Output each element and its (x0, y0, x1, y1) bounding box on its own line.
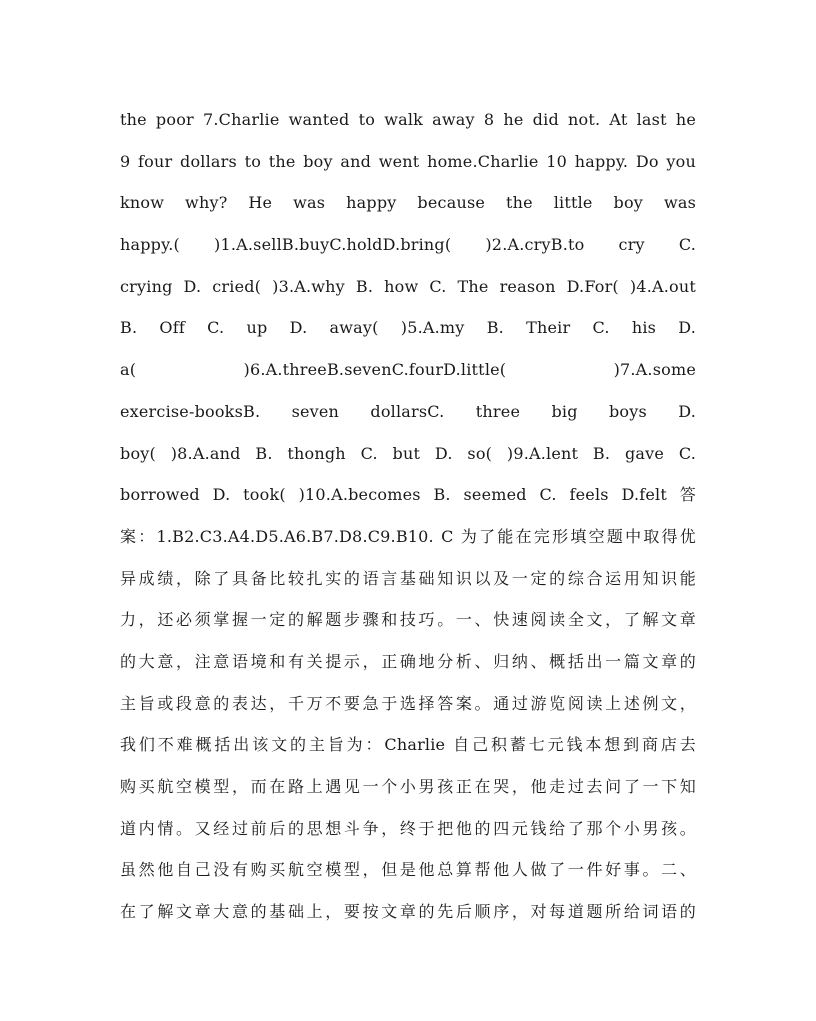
text-line: the poor 7.Charlie wanted to walk away 8 he did not. At last he (120, 110, 696, 129)
document-body (120, 99, 696, 933)
text-line: B. Off C. up D. away( )5.A.my B. Their C. his D. (120, 318, 696, 338)
text-line: 虽然他自己没有购买航空模型，但是他总算帮他人做了一件好事。二、 (120, 860, 696, 880)
text-line: 购买航空模型，而在路上遇见一个小男孩正在哭，他走过去问了一下知 (120, 777, 696, 796)
text-line: 异成绩，除了具备比较扎实的语言基础知识以及一定的综合运用知识能 (120, 568, 696, 588)
text-line: 在了解文章大意的基础上，要按文章的先后顺序，对每道题所给词语的 (120, 902, 696, 922)
text-line: happy.( )1.A.sellB.buyC.holdD.bring( )2.A.cryB.to cry C. (120, 235, 696, 255)
text-line: know why? He was happy because the little boy was (120, 193, 696, 213)
text-line: borrowed D. took( )10.A.becomes B. seemed C. feels D.felt 答 (120, 485, 696, 505)
text-line: boy( )8.A.and B. thongh C. but D. so( )9.A.lent B. gave C. (120, 443, 696, 463)
text-line: a( )6.A.threeB.sevenC.fourD.little( )7.A.some (120, 360, 696, 380)
text-line: 的大意，注意语境和有关提示，正确地分析、归纳、概括出一篇文章的 (120, 651, 696, 671)
text-line: exercise-booksB. seven dollarsC. three big boys D. (120, 401, 696, 421)
text-line: 我们不难概括出该文的主旨为：Charlie 自己积蓄七元钱本想到商店去 (120, 735, 696, 755)
text-line: 案：1.B2.C3.A4.D5.A6.B7.D8.C9.B10. C 为了能在完形填空题中取得优 (120, 526, 696, 546)
text-line: 主旨或段意的表达，千万不要急于选择答案。通过游览阅读上述例文， (120, 693, 696, 713)
text-line: 9 four dollars to the boy and went home.Charlie 10 happy. Do you (120, 151, 696, 171)
text-line: crying D. cried( )3.A.why B. how C. The reason D.For( )4.A.out (120, 276, 696, 296)
text-line: 力，还必须掌握一定的解题步骤和技巧。一、快速阅读全文，了解文章 (120, 610, 696, 630)
text-line: 道内情。又经过前后的思想斗争，终于把他的四元钱给了那个小男孩。 (120, 818, 696, 838)
